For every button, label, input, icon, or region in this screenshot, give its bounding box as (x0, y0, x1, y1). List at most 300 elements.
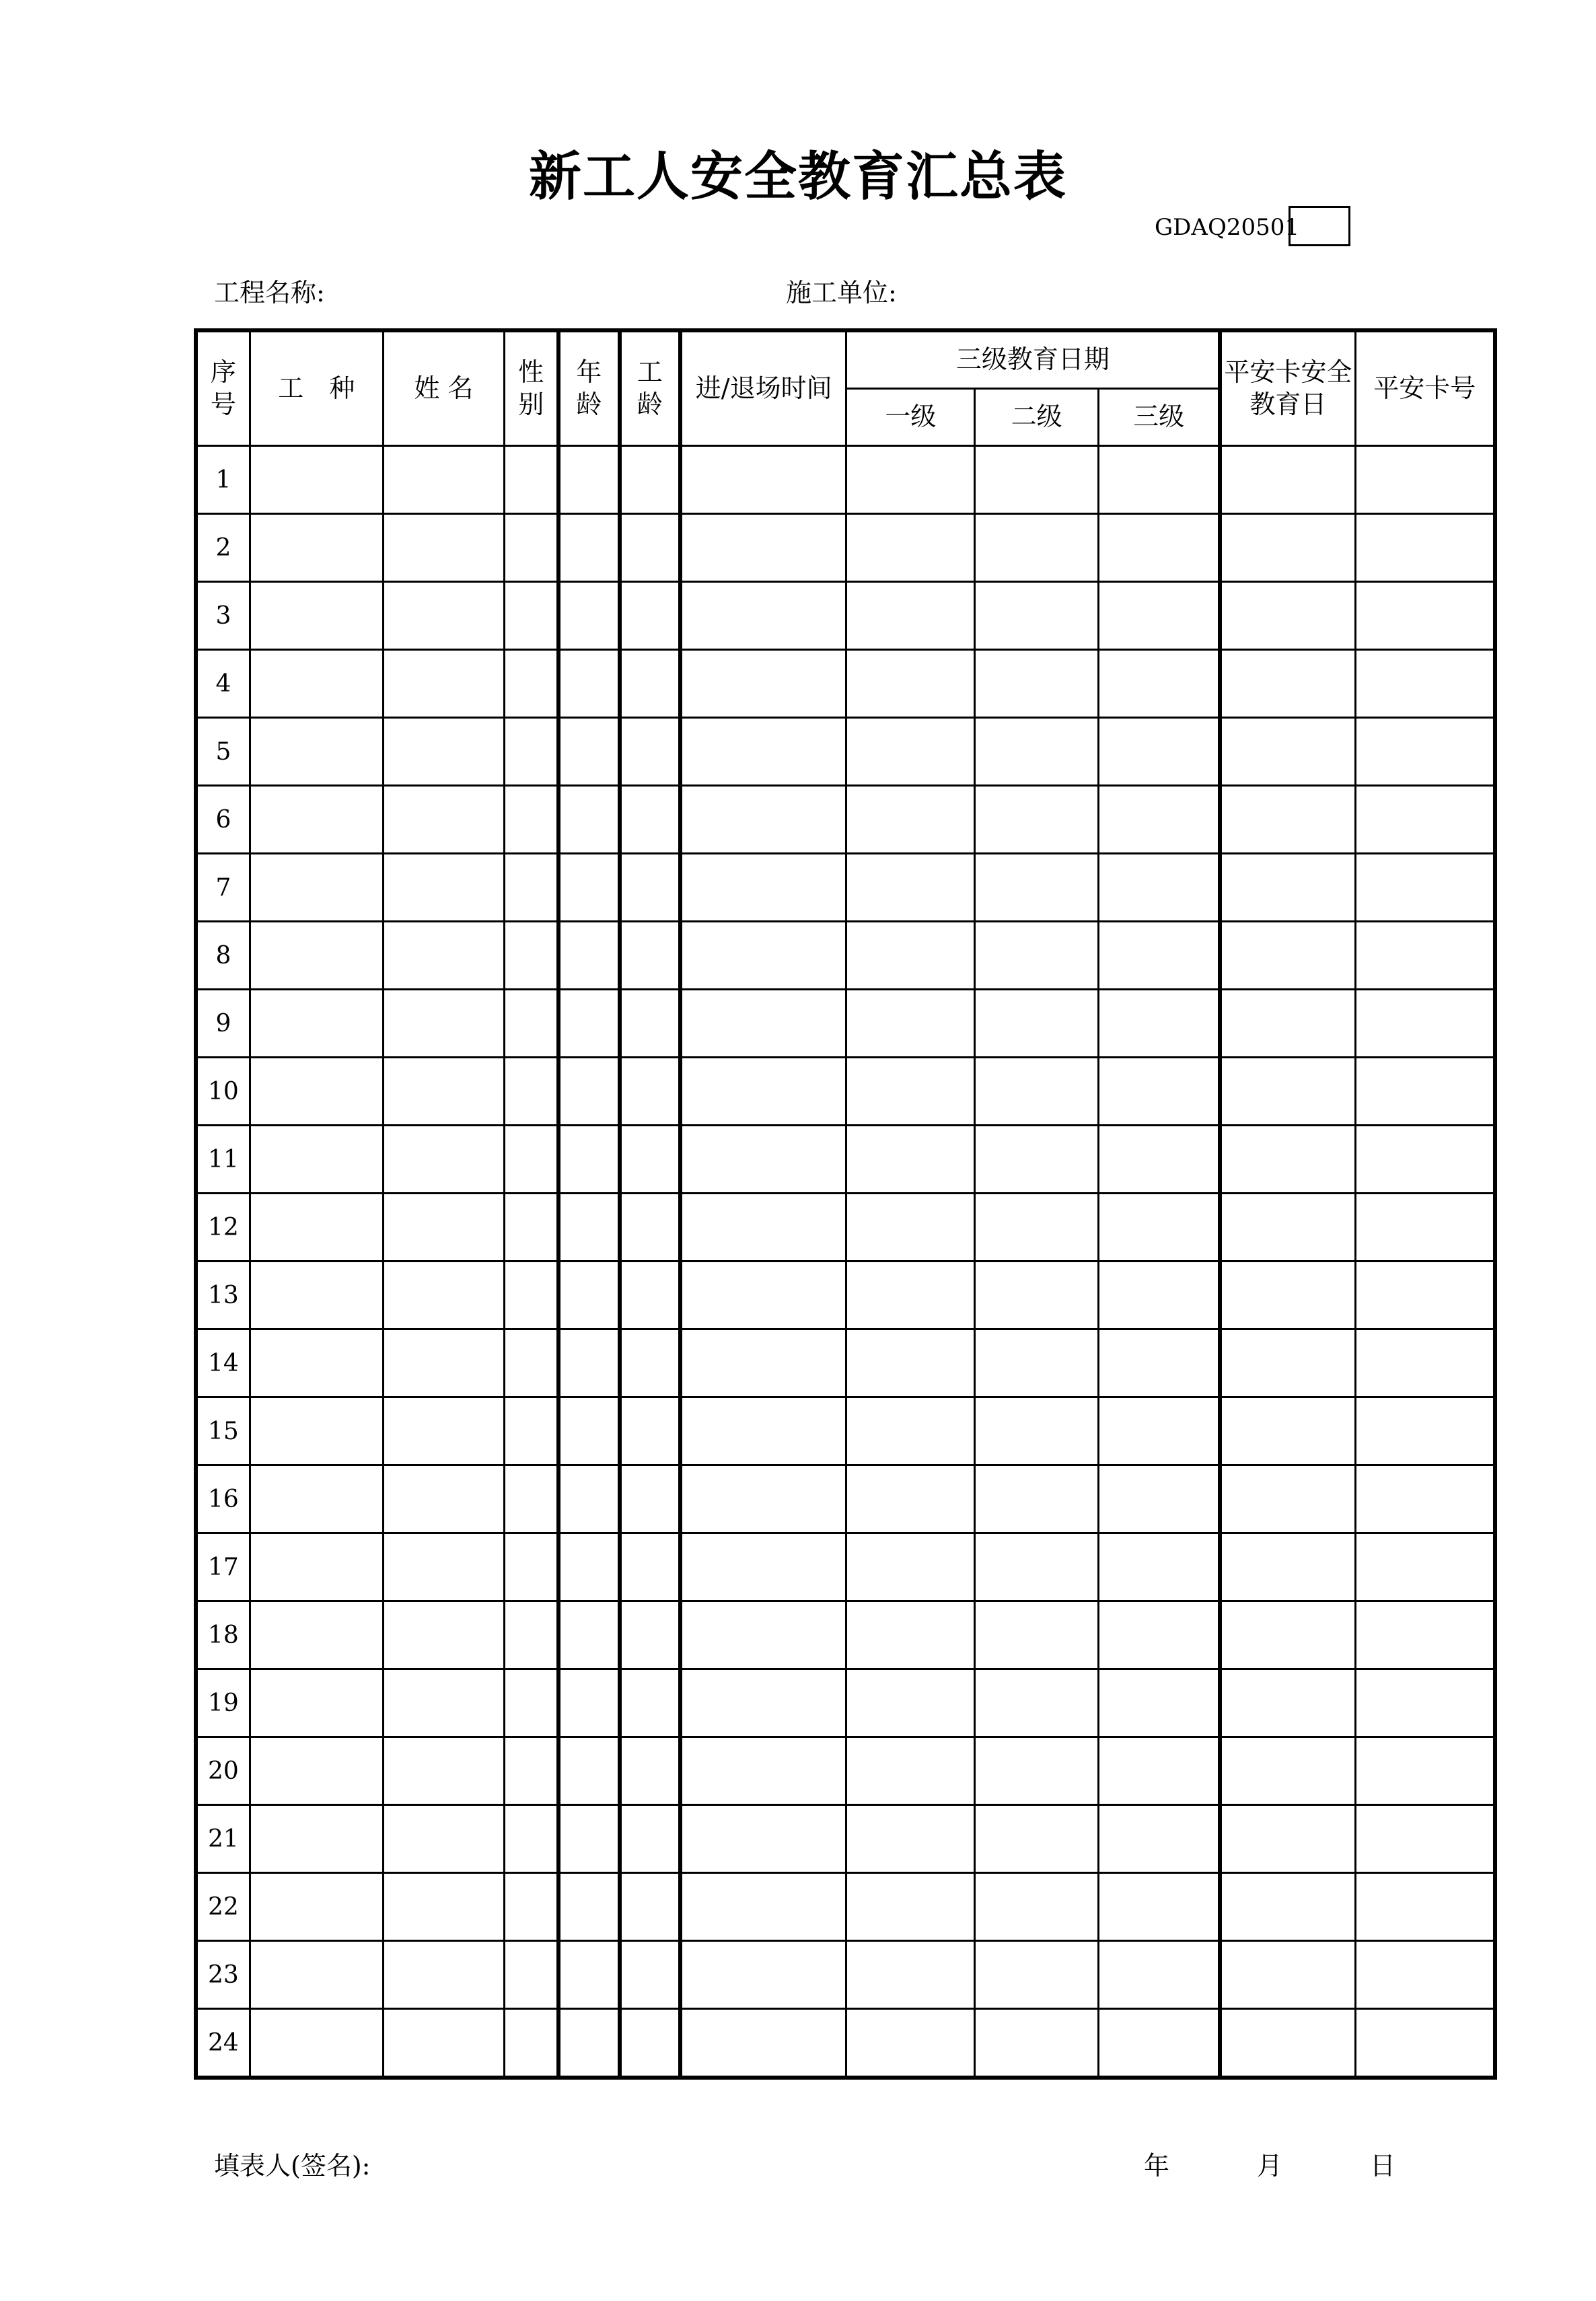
table-cell[interactable] (383, 1601, 505, 1669)
construction-unit-label: 施工单位: (786, 278, 897, 307)
table-cell[interactable] (250, 1941, 383, 2009)
table-cell[interactable] (620, 1058, 680, 1126)
table-cell[interactable] (383, 786, 505, 854)
table-cell[interactable] (620, 718, 680, 786)
table-cell[interactable] (975, 1194, 1099, 1262)
table-cell[interactable] (250, 1533, 383, 1601)
table-cell[interactable] (1355, 1397, 1495, 1465)
table-cell[interactable] (1220, 990, 1355, 1058)
table-cell[interactable] (620, 446, 680, 514)
table-cell[interactable] (250, 650, 383, 718)
table-cell[interactable] (1098, 1194, 1220, 1262)
table-cell[interactable] (250, 854, 383, 922)
header-gender: 性别 (505, 330, 558, 446)
table-cell[interactable] (383, 1262, 505, 1329)
row-seq: 19 (196, 1669, 250, 1737)
table-cell[interactable] (558, 650, 619, 718)
header-level-1: 一级 (846, 389, 975, 446)
table-cell[interactable] (505, 854, 558, 922)
table-cell[interactable] (558, 1397, 619, 1465)
table-cell[interactable] (846, 1533, 975, 1601)
table-cell[interactable] (383, 718, 505, 786)
table-cell[interactable] (250, 990, 383, 1058)
table-cell[interactable] (1355, 650, 1495, 718)
table-row (196, 1805, 1495, 1873)
table-cell[interactable] (680, 1194, 846, 1262)
table-cell[interactable] (250, 1737, 383, 1805)
table-cell[interactable] (975, 650, 1099, 718)
table-cell[interactable] (558, 1737, 619, 1805)
table-cell[interactable] (1355, 718, 1495, 786)
table-cell[interactable] (620, 1262, 680, 1329)
table-cell[interactable] (505, 582, 558, 650)
date-month-label: 月 (1257, 2151, 1283, 2181)
row-seq: 24 (196, 2009, 250, 2078)
form-code: GDAQ20501 (1155, 214, 1300, 241)
table-row (196, 990, 1495, 1058)
header-card-education-date: 平安卡安全教育日 (1220, 330, 1355, 446)
table-cell[interactable] (680, 1465, 846, 1533)
table-cell[interactable] (1220, 1941, 1355, 2009)
table-cell[interactable] (620, 1397, 680, 1465)
table-cell[interactable] (1220, 922, 1355, 990)
table-cell[interactable] (1220, 1329, 1355, 1397)
table-cell[interactable] (680, 1941, 846, 2009)
table-cell[interactable] (680, 1262, 846, 1329)
table-cell[interactable] (558, 1465, 619, 1533)
table-cell[interactable] (680, 514, 846, 582)
table-cell[interactable] (846, 1873, 975, 1941)
table-cell[interactable] (680, 990, 846, 1058)
table-cell[interactable] (383, 1194, 505, 1262)
table-cell[interactable] (975, 786, 1099, 854)
table-cell[interactable] (975, 1262, 1099, 1329)
table-cell[interactable] (1098, 854, 1220, 922)
table-cell[interactable] (1220, 1194, 1355, 1262)
table-cell[interactable] (680, 650, 846, 718)
table-cell[interactable] (383, 922, 505, 990)
table-cell[interactable] (846, 1941, 975, 2009)
table-cell[interactable] (505, 514, 558, 582)
table-cell[interactable] (383, 1058, 505, 1126)
table-cell[interactable] (1355, 1601, 1495, 1669)
row-seq: 8 (196, 922, 250, 990)
header-three-level-education: 三级教育日期 (846, 330, 1220, 389)
project-name-label: 工程名称: (214, 278, 325, 307)
table-cell[interactable] (383, 2009, 505, 2078)
table-cell[interactable] (250, 922, 383, 990)
table-cell[interactable] (975, 854, 1099, 922)
table-cell[interactable] (680, 786, 846, 854)
table-cell[interactable] (620, 1601, 680, 1669)
table-cell[interactable] (1355, 922, 1495, 990)
table-cell[interactable] (846, 1669, 975, 1737)
table-cell[interactable] (846, 514, 975, 582)
table-cell[interactable] (505, 922, 558, 990)
table-cell[interactable] (383, 1126, 505, 1194)
table-cell[interactable] (558, 1805, 619, 1873)
header-seq: 序号 (196, 330, 250, 446)
table-cell[interactable] (250, 718, 383, 786)
table-cell[interactable] (1355, 1329, 1495, 1397)
table-cell[interactable] (505, 1533, 558, 1601)
table-cell[interactable] (505, 446, 558, 514)
table-cell[interactable] (1355, 1465, 1495, 1533)
table-cell[interactable] (1098, 1262, 1220, 1329)
table-cell[interactable] (975, 582, 1099, 650)
table-cell[interactable] (1220, 786, 1355, 854)
table-cell[interactable] (1098, 1058, 1220, 1126)
table-cell[interactable] (620, 1873, 680, 1941)
table-cell[interactable] (1098, 990, 1220, 1058)
table-cell[interactable] (846, 1397, 975, 1465)
table-cell[interactable] (1355, 514, 1495, 582)
table-cell[interactable] (846, 990, 975, 1058)
table-cell[interactable] (505, 1601, 558, 1669)
table-row (196, 2009, 1495, 2078)
table-cell[interactable] (975, 446, 1099, 514)
table-cell[interactable] (1220, 582, 1355, 650)
table-cell[interactable] (620, 1465, 680, 1533)
table-cell[interactable] (620, 650, 680, 718)
table-cell[interactable] (383, 1873, 505, 1941)
table-cell[interactable] (250, 1058, 383, 1126)
table-cell[interactable] (558, 718, 619, 786)
table-cell[interactable] (1355, 582, 1495, 650)
table-cell[interactable] (505, 786, 558, 854)
table-cell[interactable] (1098, 1465, 1220, 1533)
table-cell[interactable] (505, 650, 558, 718)
table-cell[interactable] (250, 514, 383, 582)
table-cell[interactable] (250, 1329, 383, 1397)
table-cell[interactable] (620, 582, 680, 650)
table-cell[interactable] (558, 786, 619, 854)
table-cell[interactable] (680, 1126, 846, 1194)
table-cell[interactable] (846, 1329, 975, 1397)
table-cell[interactable] (383, 1329, 505, 1397)
table-cell[interactable] (846, 1737, 975, 1805)
table-cell[interactable] (846, 1805, 975, 1873)
table-row (196, 1533, 1495, 1601)
table-cell[interactable] (558, 1669, 619, 1737)
table-cell[interactable] (1355, 446, 1495, 514)
table-cell[interactable] (846, 582, 975, 650)
row-seq: 16 (196, 1465, 250, 1533)
table-cell[interactable] (250, 446, 383, 514)
table-cell[interactable] (620, 1805, 680, 1873)
table-cell[interactable] (505, 1941, 558, 2009)
row-seq: 11 (196, 1126, 250, 1194)
header-level-3: 三级 (1098, 389, 1220, 446)
table-cell[interactable] (505, 1873, 558, 1941)
table-row (196, 922, 1495, 990)
table-cell[interactable] (505, 718, 558, 786)
header-entry-exit-time: 进/退场时间 (680, 330, 846, 446)
table-cell[interactable] (680, 1669, 846, 1737)
table-cell[interactable] (383, 1737, 505, 1805)
table-cell[interactable] (383, 1669, 505, 1737)
table-cell[interactable] (250, 1669, 383, 1737)
table-cell[interactable] (975, 1397, 1099, 1465)
table-cell[interactable] (1098, 1873, 1220, 1941)
table-cell[interactable] (1098, 718, 1220, 786)
table-cell[interactable] (558, 1126, 619, 1194)
table-cell[interactable] (1220, 1669, 1355, 1737)
table-cell[interactable] (680, 2009, 846, 2078)
table-cell[interactable] (846, 1465, 975, 1533)
table-cell[interactable] (1355, 1941, 1495, 2009)
table-cell[interactable] (505, 2009, 558, 2078)
table-cell[interactable] (558, 990, 619, 1058)
table-cell[interactable] (250, 1126, 383, 1194)
table-cell[interactable] (1355, 1669, 1495, 1737)
table-cell[interactable] (250, 1601, 383, 1669)
table-cell[interactable] (383, 514, 505, 582)
row-seq: 15 (196, 1397, 250, 1465)
table-cell[interactable] (1220, 1601, 1355, 1669)
table-cell[interactable] (1098, 582, 1220, 650)
table-cell[interactable] (680, 1058, 846, 1126)
table-cell[interactable] (620, 1533, 680, 1601)
table-cell[interactable] (558, 1941, 619, 2009)
table-cell[interactable] (250, 1262, 383, 1329)
table-cell[interactable] (558, 854, 619, 922)
table-cell[interactable] (846, 922, 975, 990)
table-cell[interactable] (680, 922, 846, 990)
table-cell[interactable] (1220, 514, 1355, 582)
table-cell[interactable] (383, 1465, 505, 1533)
table-cell[interactable] (1220, 1397, 1355, 1465)
table-cell[interactable] (1220, 2009, 1355, 2078)
table-cell[interactable] (1355, 786, 1495, 854)
header-level-2: 二级 (975, 389, 1099, 446)
table-cell[interactable] (680, 446, 846, 514)
table-cell[interactable] (558, 446, 619, 514)
table-cell[interactable] (1355, 2009, 1495, 2078)
table-cell[interactable] (846, 1194, 975, 1262)
table-cell[interactable] (975, 514, 1099, 582)
table-cell[interactable] (975, 1126, 1099, 1194)
table-cell[interactable] (680, 854, 846, 922)
table-cell[interactable] (505, 1669, 558, 1737)
table-cell[interactable] (383, 1397, 505, 1465)
table-cell[interactable] (975, 1058, 1099, 1126)
table-cell[interactable] (1355, 1126, 1495, 1194)
table-cell[interactable] (1220, 1533, 1355, 1601)
table-cell[interactable] (1098, 1805, 1220, 1873)
table-cell[interactable] (383, 1533, 505, 1601)
table-cell[interactable] (383, 650, 505, 718)
table-cell[interactable] (680, 582, 846, 650)
table-cell[interactable] (680, 1601, 846, 1669)
table-cell[interactable] (250, 1465, 383, 1533)
form-code-box[interactable] (1289, 206, 1350, 246)
table-cell[interactable] (1098, 650, 1220, 718)
table-cell[interactable] (975, 1669, 1099, 1737)
table-cell[interactable] (505, 1329, 558, 1397)
table-cell[interactable] (620, 786, 680, 854)
table-cell[interactable] (1220, 854, 1355, 922)
table-cell[interactable] (1355, 1194, 1495, 1262)
table-cell[interactable] (558, 1873, 619, 1941)
table-row (196, 786, 1495, 854)
table-cell[interactable] (383, 582, 505, 650)
table-cell[interactable] (505, 1194, 558, 1262)
table-cell[interactable] (1220, 446, 1355, 514)
table-cell[interactable] (383, 446, 505, 514)
table-cell[interactable] (1098, 446, 1220, 514)
table-cell[interactable] (558, 1262, 619, 1329)
table-cell[interactable] (250, 1194, 383, 1262)
table-cell[interactable] (505, 1805, 558, 1873)
table-cell[interactable] (846, 854, 975, 922)
table-cell[interactable] (1355, 1058, 1495, 1126)
table-cell[interactable] (846, 786, 975, 854)
table-cell[interactable] (975, 1329, 1099, 1397)
table-cell[interactable] (505, 1397, 558, 1465)
table-cell[interactable] (1355, 1873, 1495, 1941)
table-cell[interactable] (505, 1465, 558, 1533)
table-cell[interactable] (1220, 718, 1355, 786)
table-cell[interactable] (558, 922, 619, 990)
table-cell[interactable] (1355, 990, 1495, 1058)
table-cell[interactable] (1220, 650, 1355, 718)
table-cell[interactable] (1220, 1737, 1355, 1805)
table-cell[interactable] (1355, 1737, 1495, 1805)
table-cell[interactable] (620, 990, 680, 1058)
table-cell[interactable] (620, 1941, 680, 2009)
table-cell[interactable] (250, 1397, 383, 1465)
table-cell[interactable] (558, 1329, 619, 1397)
table-cell[interactable] (383, 990, 505, 1058)
table-cell[interactable] (846, 1601, 975, 1669)
table-cell[interactable] (250, 1805, 383, 1873)
table-cell[interactable] (680, 1533, 846, 1601)
table-cell[interactable] (1220, 1058, 1355, 1126)
table-row (196, 446, 1495, 514)
table-cell[interactable] (1355, 1262, 1495, 1329)
table-cell[interactable] (1355, 854, 1495, 922)
table-cell[interactable] (975, 1601, 1099, 1669)
table-cell[interactable] (250, 2009, 383, 2078)
table-cell[interactable] (505, 1058, 558, 1126)
table-cell[interactable] (620, 1194, 680, 1262)
table-cell[interactable] (975, 1465, 1099, 1533)
table-cell[interactable] (383, 854, 505, 922)
table-cell[interactable] (846, 718, 975, 786)
table-cell[interactable] (620, 1126, 680, 1194)
table-cell[interactable] (1220, 1873, 1355, 1941)
table-cell[interactable] (1220, 1805, 1355, 1873)
table-cell[interactable] (558, 582, 619, 650)
table-cell[interactable] (558, 514, 619, 582)
table-cell[interactable] (1098, 1329, 1220, 1397)
table-cell[interactable] (1220, 1262, 1355, 1329)
table-cell[interactable] (1098, 1737, 1220, 1805)
table-cell[interactable] (505, 1737, 558, 1805)
table-cell[interactable] (846, 446, 975, 514)
table-cell[interactable] (975, 1941, 1099, 2009)
table-cell[interactable] (505, 990, 558, 1058)
table-cell[interactable] (250, 582, 383, 650)
table-cell[interactable] (975, 1873, 1099, 1941)
table-cell[interactable] (680, 718, 846, 786)
table-cell[interactable] (680, 1329, 846, 1397)
table-row (196, 1669, 1495, 1737)
table-cell[interactable] (975, 718, 1099, 786)
table-cell[interactable] (620, 514, 680, 582)
table-cell[interactable] (620, 854, 680, 922)
table-cell[interactable] (846, 1058, 975, 1126)
table-cell[interactable] (505, 1126, 558, 1194)
row-seq: 5 (196, 718, 250, 786)
table-cell[interactable] (975, 990, 1099, 1058)
table-cell[interactable] (680, 1873, 846, 1941)
header-trade: 工 种 (250, 330, 383, 446)
table-cell[interactable] (558, 1533, 619, 1601)
table-cell[interactable] (250, 1873, 383, 1941)
table-cell[interactable] (383, 1941, 505, 2009)
table-cell[interactable] (975, 2009, 1099, 2078)
table-cell[interactable] (846, 1262, 975, 1329)
table-cell[interactable] (680, 1737, 846, 1805)
row-seq: 20 (196, 1737, 250, 1805)
table-cell[interactable] (1098, 922, 1220, 990)
table-cell[interactable] (620, 2009, 680, 2078)
table-cell[interactable] (1098, 1533, 1220, 1601)
table-cell[interactable] (975, 1805, 1099, 1873)
table-cell[interactable] (1098, 514, 1220, 582)
table-cell[interactable] (250, 786, 383, 854)
table-cell[interactable] (558, 1194, 619, 1262)
table-row (196, 1126, 1495, 1194)
table-cell[interactable] (975, 1737, 1099, 1805)
table-cell[interactable] (620, 1669, 680, 1737)
table-cell[interactable] (383, 1805, 505, 1873)
table-cell[interactable] (1098, 1601, 1220, 1669)
table-row (196, 1058, 1495, 1126)
table-cell[interactable] (1220, 1465, 1355, 1533)
table-cell[interactable] (1098, 2009, 1220, 2078)
table-cell[interactable] (975, 1533, 1099, 1601)
date-year-label: 年 (1144, 2151, 1170, 2181)
table-cell[interactable] (620, 922, 680, 990)
table-cell[interactable] (620, 1737, 680, 1805)
table-cell[interactable] (1355, 1533, 1495, 1601)
header-card-number: 平安卡号 (1355, 330, 1495, 446)
row-seq: 23 (196, 1941, 250, 2009)
table-cell[interactable] (558, 1601, 619, 1669)
table-cell[interactable] (1098, 1397, 1220, 1465)
table-cell[interactable] (1098, 1669, 1220, 1737)
table-cell[interactable] (1355, 1805, 1495, 1873)
table-cell[interactable] (680, 1397, 846, 1465)
table-cell[interactable] (846, 650, 975, 718)
table-cell[interactable] (975, 922, 1099, 990)
table-cell[interactable] (505, 1262, 558, 1329)
table-cell[interactable] (558, 1058, 619, 1126)
table-cell[interactable] (680, 1805, 846, 1873)
table-row (196, 582, 1495, 650)
table-cell[interactable] (620, 1329, 680, 1397)
table-cell[interactable] (846, 1126, 975, 1194)
table-cell[interactable] (1098, 1126, 1220, 1194)
table-cell[interactable] (1098, 1941, 1220, 2009)
table-cell[interactable] (846, 2009, 975, 2078)
table-cell[interactable] (558, 2009, 619, 2078)
table-cell[interactable] (1098, 786, 1220, 854)
table-cell[interactable] (1220, 1126, 1355, 1194)
